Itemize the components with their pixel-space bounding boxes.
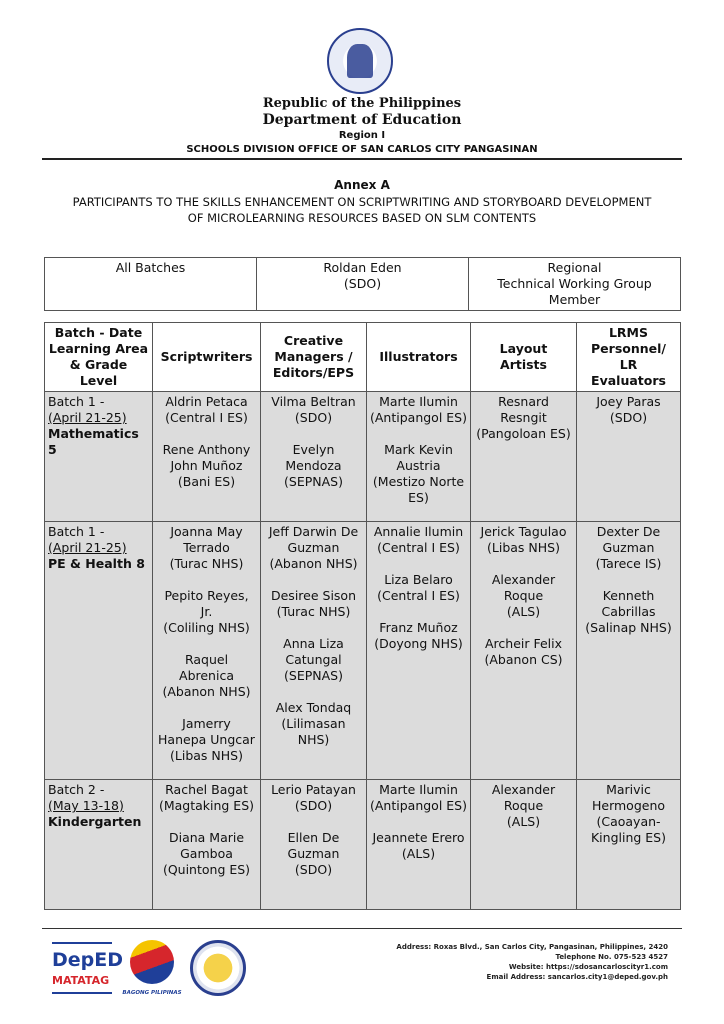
address-text: Address: Roxas Blvd., San Carlos City, Pangasinan, Philippines, 2420: [396, 943, 668, 951]
participant-entry: Desiree Sison (Turac NHS): [270, 588, 356, 619]
batch-area: Kindergarten: [48, 814, 142, 829]
header-divider: [42, 158, 682, 160]
telephone-text: Telephone No. 075-523 4527: [555, 953, 668, 961]
participant-entry: Ellen De Guzman (SDO): [287, 830, 340, 877]
summary-coordinator: Roldan Eden (SDO): [257, 258, 469, 311]
participant-entry: Jeannete Erero (ALS): [372, 830, 465, 861]
participant-entry: Diana Marie Gamboa (Quintong ES): [162, 830, 251, 877]
sdo-san-carlos-seal: [190, 940, 246, 996]
editors-cell: [261, 780, 367, 910]
summary-table: [44, 257, 681, 311]
participant-entry: Marte Ilumin (Antipangol ES): [370, 782, 467, 813]
batch-date: (April 21-25): [48, 410, 127, 425]
department-line: Department of Education: [262, 112, 462, 128]
annex-title: Annex A: [334, 178, 390, 192]
deped-matatag-logo: DepED MATATAG: [52, 942, 112, 994]
batch-cell: [45, 780, 153, 910]
participant-entry: Aldrin Petaca (Central I ES): [165, 394, 248, 425]
deped-seal-logo: [327, 28, 393, 94]
participant-entry: Jeff Darwin De Guzman (Abanon NHS): [268, 524, 359, 571]
table-row: [45, 522, 681, 780]
bagong-pilipinas-logo: BAGONG PILIPINAS: [122, 940, 182, 996]
batch-cell: [45, 392, 153, 522]
participants-table: [44, 322, 681, 910]
batch-batch: Batch 1 -: [48, 394, 105, 409]
table-row: [45, 392, 681, 522]
footer-divider: [42, 928, 682, 929]
summary-role: Regional Technical Working Group Member: [469, 258, 681, 311]
participant-entry: Kenneth Cabrillas (Salinap NHS): [585, 588, 672, 635]
column-header: Creative Managers / Editors/EPS: [261, 323, 367, 392]
summary-batches: All Batches: [45, 258, 257, 311]
column-header: LRMS Personnel/ LR Evaluators: [577, 323, 681, 392]
illustrators-cell: [367, 780, 471, 910]
participant-entry: Franz Muñoz (Doyong NHS): [374, 620, 463, 651]
participant-entry: Archeir Felix (Abanon CS): [484, 636, 563, 667]
batch-area: Mathematics 5: [48, 426, 139, 457]
table-header-row: [45, 323, 681, 392]
evaluators-cell: [577, 522, 681, 780]
batch-area: PE & Health 8: [48, 556, 145, 571]
participant-entry: Jamerry Hanepa Ungcar (Libas NHS): [158, 716, 255, 763]
participant-entry: Alexander Roque (ALS): [491, 572, 556, 619]
participant-entry: Marte Ilumin (Antipangol ES): [370, 394, 467, 425]
participant-entry: Mark Kevin Austria (Mestizo Norte ES): [372, 442, 465, 505]
participant-entry: Annalie Ilumin (Central I ES): [373, 524, 464, 555]
illustrators-cell: [367, 392, 471, 522]
editors-cell: [261, 392, 367, 522]
participant-entry: Evelyn Mendoza (SEPNAS): [284, 442, 343, 489]
participant-entry: Dexter De Guzman (Tarece IS): [595, 524, 662, 571]
column-header: Illustrators: [367, 323, 471, 392]
participant-entry: Resnard Resngit (Pangoloan ES): [476, 394, 571, 441]
batch-batch: Batch 2 -: [48, 782, 105, 797]
evaluators-cell: [577, 780, 681, 910]
annex-subtitle-2: OF MICROLEARNING RESOURCES BASED ON SLM CONTENTS: [187, 211, 537, 225]
batch-cell: [45, 522, 153, 780]
participant-entry: Lerio Patayan (SDO): [271, 782, 356, 813]
participant-entry: Alex Tondaq (Lilimasan NHS): [275, 700, 352, 747]
email-link[interactable]: Email Address: sancarlos.city1@deped.gov.ph: [486, 973, 668, 981]
region-line: Region I: [338, 130, 386, 141]
scriptwriters-cell: [153, 780, 261, 910]
participant-entry: Jerick Tagulao (Libas NHS): [480, 524, 567, 555]
batch-date: (April 21-25): [48, 540, 127, 555]
participant-entry: Alexander Roque (ALS): [491, 782, 556, 829]
participant-entry: Joey Paras (SDO): [596, 394, 661, 425]
column-header: Batch - Date Learning Area & Grade Level: [45, 323, 153, 392]
contact-info: [396, 942, 668, 982]
illustrators-cell: [367, 522, 471, 780]
office-line: SCHOOLS DIVISION OFFICE OF SAN CARLOS CITY PANGASINAN: [186, 144, 538, 155]
participant-entry: Rene Anthony John Muñoz (Bani ES): [162, 442, 251, 489]
annex-subtitle-1: PARTICIPANTS TO THE SKILLS ENHANCEMENT ON SCRIPTWRITING AND STORYBOARD DEVELOPMENT: [72, 195, 652, 209]
website-link[interactable]: Website: https://sdosancarloscityr1.com: [508, 963, 668, 971]
evaluators-cell: [577, 392, 681, 522]
republic-line: Republic of the Philippines: [262, 96, 462, 111]
layout-cell: [471, 780, 577, 910]
scriptwriters-cell: [153, 392, 261, 522]
layout-cell: [471, 392, 577, 522]
editors-cell: [261, 522, 367, 780]
batch-batch: Batch 1 -: [48, 524, 105, 539]
column-header: Layout Artists: [471, 323, 577, 392]
participant-entry: Joanna May Terrado (Turac NHS): [169, 524, 244, 571]
layout-cell: [471, 522, 577, 780]
participant-entry: Vilma Beltran (SDO): [271, 394, 356, 425]
participant-entry: Marivic Hermogeno (Caoayan- Kingling ES): [590, 782, 666, 845]
participant-entry: Liza Belaro (Central I ES): [377, 572, 460, 603]
scriptwriters-cell: [153, 522, 261, 780]
participant-entry: Rachel Bagat (Magtaking ES): [158, 782, 255, 813]
batch-date: (May 13-18): [48, 798, 124, 813]
participant-entry: Pepito Reyes, Jr. (Coliling NHS): [163, 588, 250, 635]
table-row: [45, 780, 681, 910]
participant-entry: Raquel Abrenica (Abanon NHS): [162, 652, 251, 699]
column-header: Scriptwriters: [153, 323, 261, 392]
participant-entry: Anna Liza Catungal (SEPNAS): [283, 636, 344, 683]
